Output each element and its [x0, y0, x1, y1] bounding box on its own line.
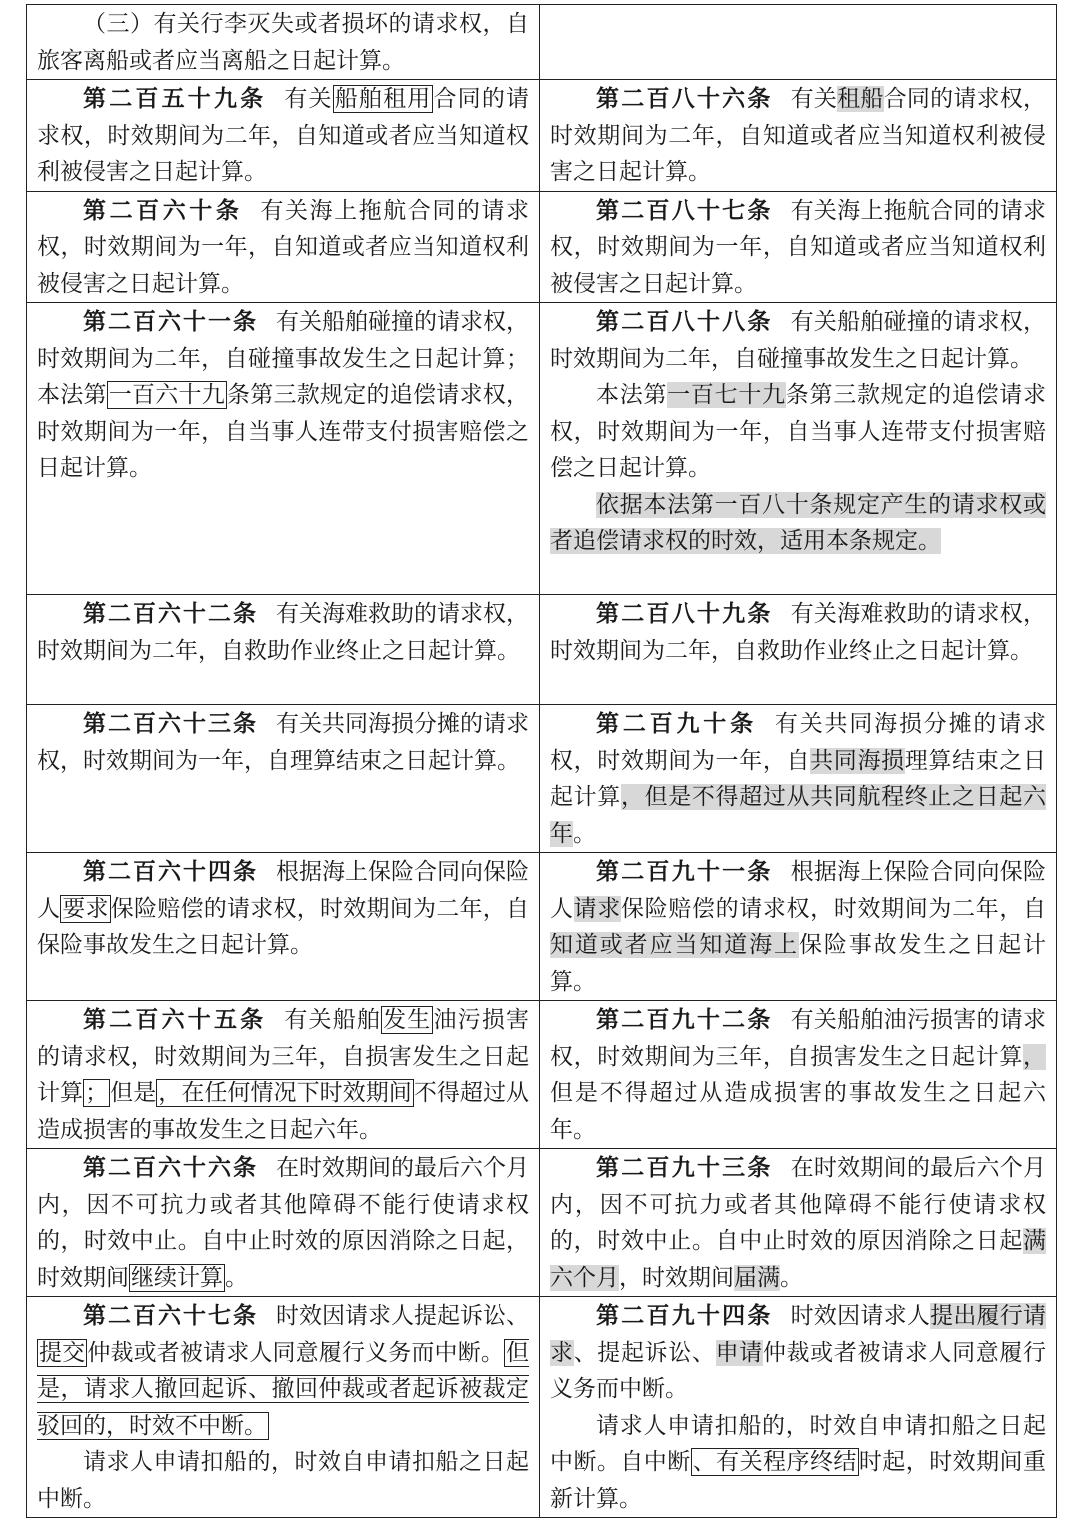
added-text-highlight: 申请	[715, 1339, 763, 1366]
article-number: 第二百九十条	[596, 710, 757, 737]
clause-paragraph	[37, 1002, 529, 1148]
old-law-cell	[27, 80, 540, 192]
clause-text: ，时效期间	[619, 1264, 734, 1291]
table-row	[27, 5, 1057, 80]
table-row	[27, 595, 1057, 705]
old-law-cell	[27, 1297, 540, 1518]
changed-text-box: 、有关程序终结	[692, 1449, 857, 1475]
article-number: 第二百九十三条	[596, 1154, 773, 1181]
changed-text-box: 要求	[62, 895, 109, 922]
clause-paragraph	[550, 1150, 1046, 1296]
comparison-table	[26, 4, 1057, 1518]
clause-paragraph	[550, 1298, 1046, 1408]
added-text-highlight: 提出履行请求	[550, 1303, 1047, 1366]
clause-text: 有关船舶	[284, 1007, 382, 1033]
added-text-highlight: ，	[1023, 1043, 1046, 1070]
table-row	[27, 1001, 1057, 1149]
clause-text: 保险赔偿的请求权，时效期间为二年，自保险事故发生之日起计算。	[37, 895, 529, 958]
clause-text: 条第三款规定的追偿请求权，时效期间为一年，自当事人连带支付损害赔偿之日起计算。	[550, 382, 1047, 481]
old-law-cell	[27, 853, 540, 1001]
article-number: 第二百六十一条	[83, 308, 258, 335]
clause-text: 有关	[284, 86, 333, 112]
article-number: 第二百六十四条	[83, 858, 258, 885]
clause-paragraph	[550, 706, 1046, 852]
article-number: 第二百六十六条	[83, 1154, 258, 1181]
clause-paragraph	[37, 1298, 529, 1444]
article-number: 第二百九十二条	[596, 1006, 773, 1033]
clause-paragraph	[37, 596, 529, 669]
clause-paragraph	[37, 1150, 529, 1296]
clause-paragraph	[37, 706, 529, 779]
new-law-cell	[540, 853, 1057, 1001]
clause-text: 不得超过从造成损害的事故发生之日起六年。	[37, 1080, 530, 1143]
clause-text: 。	[780, 1264, 803, 1291]
clause-paragraph	[37, 854, 529, 964]
clause-text: 有关船舶油污损害的请求权，时效期间为三年，自损害发生之日起计算	[550, 1007, 1047, 1070]
new-law-cell	[540, 80, 1057, 192]
clause-text: 油污损害的请求权，时效期间为三年，自损害发生之日起计算	[37, 1007, 529, 1106]
clause-text: 。	[225, 1264, 248, 1291]
table-row	[27, 705, 1057, 853]
clause-paragraph	[37, 1444, 529, 1517]
new-law-cell	[540, 705, 1057, 853]
clause-paragraph	[37, 193, 529, 303]
clause-paragraph	[37, 304, 529, 487]
article-number: 第二百九十四条	[596, 1302, 773, 1329]
clause-text: 有关海上拖航合同的请求权，时效期间为一年，自知道或者应当知道权利被侵害之日起计算。	[37, 197, 529, 297]
changed-text-box: 提交	[39, 1339, 86, 1366]
old-law-cell	[27, 595, 540, 705]
clause-text: 根据海上保险合同向保险人	[37, 859, 529, 922]
clause-text: 时效因请求人提起诉讼、	[276, 1303, 529, 1329]
added-text-highlight: 共同海损	[810, 747, 905, 774]
table-row	[27, 1297, 1057, 1518]
changed-text-box: 船舶租用	[334, 86, 432, 112]
added-text-highlight: 依据本法第一百八十条规定产生的请求权或者追偿请求权的时效，适用本条规定。	[550, 491, 1046, 554]
clause-text: 、提起诉讼、	[573, 1339, 716, 1366]
clause-paragraph	[550, 193, 1046, 303]
added-text-highlight: 届满	[734, 1264, 780, 1291]
new-law-cell	[540, 1297, 1057, 1518]
changed-text-box: 但是，请求人撤回起诉、撤回仲裁或者起诉被裁定驳回的，时效不中断。	[37, 1339, 530, 1439]
clause-paragraph	[37, 81, 529, 191]
table-row	[27, 191, 1057, 303]
new-law-cell	[540, 5, 1057, 80]
article-number: 第二百六十五条	[83, 1006, 267, 1033]
clause-text: 仲裁或者被请求人同意履行义务而中断。	[87, 1339, 505, 1366]
old-law-cell	[27, 303, 540, 595]
new-law-cell	[540, 191, 1057, 303]
clause-text: 有关船舶碰撞的请求权，时效期间为二年，自碰撞事故发生之日起计算；本法第	[37, 309, 529, 408]
clause-text: 有关海上拖航合同的请求权，时效期间为一年，自知道或者应当知道权利被侵害之日起计算。	[550, 197, 1047, 297]
added-text-highlight: 知道或者应当知道海上	[550, 932, 799, 958]
clause-text: 理算结束之日起计算	[550, 747, 1047, 810]
clause-text: 条第三款规定的追偿请求权，时效期间为一年，自当事人连带支付损害赔偿之日起计算。	[37, 382, 529, 481]
clause-text: 有关海难救助的请求权，时效期间为二年，自救助作业终止之日起计算。	[550, 601, 1047, 664]
clause-text: 有关共同海损分摊的请求权，时效期间为一年，自理算结束之日起计算。	[37, 711, 529, 774]
clause-text: 有关船舶碰撞的请求权，时效期间为二年，自碰撞事故发生之日起计算。	[550, 309, 1047, 372]
table-row	[27, 853, 1057, 1001]
clause-text: 保险事故发生之日起计算。	[550, 932, 1047, 995]
old-law-cell	[27, 1149, 540, 1297]
clause-text: 时效因请求人	[790, 1303, 931, 1329]
clause-paragraph	[550, 1408, 1046, 1518]
article-number: 第二百五十九条	[83, 85, 267, 112]
article-number: 第二百六十二条	[83, 600, 258, 627]
changed-text-box: 发生	[383, 1007, 432, 1033]
clause-text: 在时效期间的最后六个月内，因不可抗力或者其他障碍不能行使请求权的，时效中止。自中止时效的原因消除之日起，时效期间	[37, 1155, 529, 1291]
table-row	[27, 80, 1057, 192]
old-law-cell	[27, 5, 540, 80]
clause-paragraph	[550, 854, 1046, 1000]
clause-text: 有关	[790, 86, 838, 112]
article-number: 第二百八十九条	[596, 600, 773, 627]
clause-text: 但是	[110, 1080, 157, 1106]
clause-text: 但是不得超过从造成损害的事故发生之日起六年。	[550, 1080, 1046, 1143]
table-row	[27, 1149, 1057, 1297]
clause-paragraph	[550, 1002, 1046, 1148]
changed-text-box: 继续计算	[131, 1264, 223, 1291]
clause-paragraph	[37, 6, 529, 79]
changed-text-box: 一百六十九	[108, 382, 225, 408]
clause-text: 有关共同海损分摊的请求权，时效期间为一年，自	[550, 711, 1046, 774]
added-text-highlight: 租船	[837, 86, 884, 112]
clause-text: 在时效期间的最后六个月内，因不可抗力或者其他障碍不能行使请求权的，时效中止。自中止时效的原因消除之日起	[550, 1155, 1047, 1254]
article-number: 第二百六十条	[83, 196, 243, 224]
clause-paragraph	[550, 377, 1046, 487]
clause-paragraph	[550, 81, 1046, 191]
article-number: 第二百九十一条	[596, 858, 773, 885]
clause-text: 有关海难救助的请求权，时效期间为二年，自救助作业终止之日起计算。	[37, 601, 529, 664]
article-number: 第二百八十六条	[596, 85, 773, 112]
old-law-cell	[27, 1001, 540, 1149]
added-text-highlight: 请求	[573, 895, 621, 922]
clause-text: 。	[573, 820, 596, 847]
article-number: 第二百六十三条	[83, 710, 258, 737]
changed-text-box: ；	[85, 1080, 109, 1106]
new-law-cell	[540, 1149, 1057, 1297]
clause-text: 根据海上保险合同向保险人	[550, 859, 1047, 922]
clause-paragraph	[550, 304, 1046, 377]
old-law-cell	[27, 705, 540, 853]
clause-text: （三）有关行李灭失或者损坏的请求权，自旅客离船或者应当离船之日起计算。	[37, 11, 529, 74]
clause-text: 合同的请求权，时效期间为二年，自知道或者应当知道权利被侵害之日起计算。	[550, 86, 1047, 185]
old-law-cell	[27, 191, 540, 303]
article-number: 第二百六十七条	[83, 1302, 258, 1329]
added-text-highlight: 一百七十九	[667, 382, 786, 408]
new-law-cell	[540, 1001, 1057, 1149]
new-law-cell	[540, 595, 1057, 705]
clause-text: 请求人申请扣船的，时效自申请扣船之日起中断。自中断	[550, 1412, 1046, 1475]
added-text-highlight: ，但是不得超过从共同航程终止之日起六年	[550, 784, 1047, 847]
added-text-highlight: 满六个月	[550, 1228, 1046, 1291]
table-row	[27, 303, 1057, 595]
clause-text: 本法第	[596, 382, 668, 408]
clause-paragraph	[550, 596, 1046, 669]
clause-text: 仲裁或者被请求人同意履行义务而中断。	[550, 1339, 1047, 1402]
clause-paragraph	[550, 487, 1046, 560]
clause-text: 时起，时效期间重新计算。	[550, 1449, 1047, 1512]
article-number: 第二百八十八条	[596, 308, 773, 335]
article-number: 第二百八十七条	[596, 196, 773, 224]
changed-text-box: ，在任何情况下时效期间	[158, 1080, 412, 1106]
clause-text: 合同的请求权，时效期间为二年，自知道或者应当知道权利被侵害之日起计算。	[37, 86, 529, 185]
new-law-cell	[540, 303, 1057, 595]
clause-text: 保险赔偿的请求权，时效期间为二年，自	[620, 895, 1047, 922]
clause-text: 请求人申请扣船的，时效自申请扣船之日起中断。	[37, 1449, 529, 1512]
